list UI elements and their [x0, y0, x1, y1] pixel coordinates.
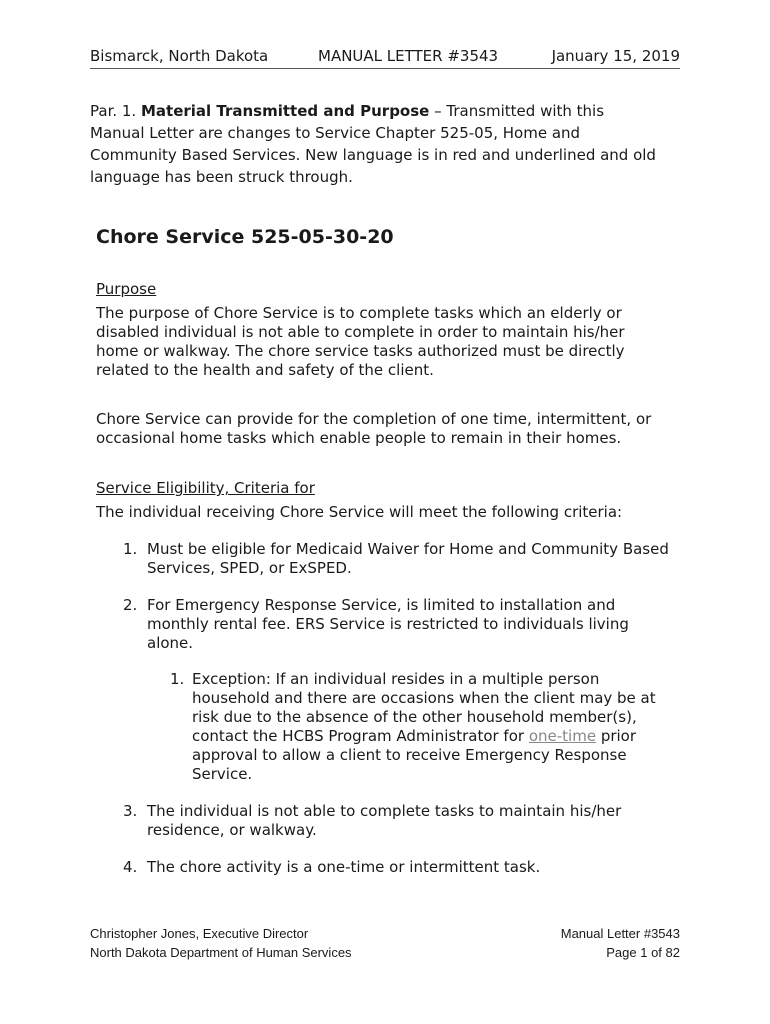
purpose-paragraph-1: [96, 304, 681, 380]
par-line: Community Based Services. New language is in red and underlined and old: [90, 146, 656, 164]
text-line: approval to allow a client to receive Emergency Response: [192, 746, 627, 764]
text-line: Exception: If an individual resides in a multiple person: [192, 670, 600, 688]
text-line: monthly rental fee. ERS Service is restricted to individuals living: [147, 615, 629, 633]
header-location: Bismarck, North Dakota: [90, 47, 269, 65]
list-number: 2.: [123, 596, 138, 614]
header-date: January 15, 2019: [551, 47, 680, 65]
text-span: prior: [596, 727, 637, 745]
par-text: – Transmitted with this: [429, 102, 605, 120]
par-prefix: Par. 1.: [90, 102, 141, 120]
purpose-paragraph-2: [96, 410, 681, 448]
section-title: Chore Service 525-05-30-20: [96, 226, 394, 248]
text-line: household and there are occasions when the client may be at: [192, 689, 656, 707]
text-line: Service.: [192, 765, 253, 783]
text-line: risk due to the absence of the other household member(s),: [192, 708, 637, 726]
text-line: related to the health and safety of the client.: [96, 361, 434, 379]
footer-right: [561, 924, 680, 962]
list-number: 4.: [123, 858, 138, 876]
text-line: disabled individual is not able to complete in order to maintain his/her: [96, 323, 625, 341]
par-bold-heading: Material Transmitted and Purpose: [140, 102, 430, 120]
header-letter: MANUAL LETTER #3543: [318, 47, 499, 65]
text-line: The purpose of Chore Service is to complete tasks which an elderly or: [96, 304, 622, 322]
par-line: language has been struck through.: [90, 168, 353, 186]
list-number: 1.: [170, 670, 185, 688]
text-line: Chore Service can provide for the completion of one time, intermittent, or: [96, 410, 652, 428]
text-line: Services, SPED, or ExSPED.: [147, 559, 352, 577]
text-line: home or walkway. The chore service tasks authorized must be directly: [96, 342, 625, 360]
footer-director: Christopher Jones, Executive Director: [90, 926, 309, 941]
par-line: Manual Letter are changes to Service Chapter 525-05, Home and: [90, 124, 581, 142]
text-line: residence, or walkway.: [147, 821, 317, 839]
new-language-text: one-time: [528, 727, 597, 745]
text-line: occasional home tasks which enable people to remain in their homes.: [96, 429, 622, 447]
footer-left: [90, 924, 352, 962]
text-line: Must be eligible for Medicaid Waiver for Home and Community Based: [147, 540, 669, 558]
transmittal-paragraph: [90, 100, 680, 188]
eligibility-intro: The individual receiving Chore Service will meet the following criteria:: [96, 503, 623, 521]
list-number: 1.: [123, 540, 138, 558]
purpose-heading: Purpose: [96, 280, 157, 298]
text-line: [192, 727, 675, 746]
page-header: [90, 44, 680, 69]
list-number: 3.: [123, 802, 138, 820]
footer-page-number: Page 1 of 82: [606, 945, 680, 960]
text-line: For Emergency Response Service, is limited to installation and: [147, 596, 616, 614]
text-line: alone.: [147, 634, 194, 652]
text-span: contact the HCBS Program Administrator for: [192, 727, 529, 745]
footer-department: North Dakota Department of Human Services: [90, 945, 352, 960]
eligibility-heading: Service Eligibility, Criteria for: [96, 479, 315, 497]
text-line: The individual is not able to complete tasks to maintain his/her: [147, 802, 622, 820]
footer-letter: Manual Letter #3543: [560, 926, 680, 941]
text-line: The chore activity is a one-time or intermittent task.: [147, 858, 541, 876]
